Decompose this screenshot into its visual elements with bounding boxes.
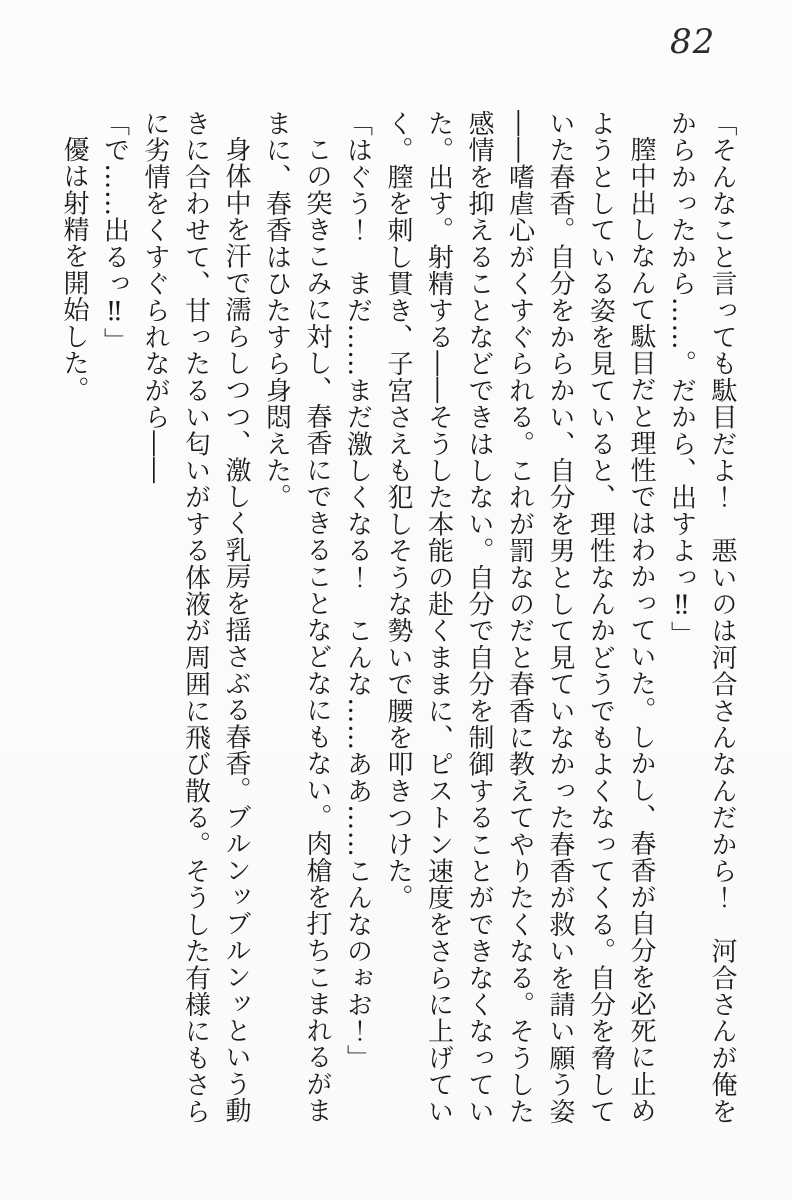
text-column: からかったから……。だから、出すよっ‼」 [666, 110, 697, 648]
text-column: く。膣を刺し貫き、子宮さえも犯しそうな勢いで腰を叩きつけた。 [383, 110, 413, 911]
text-column: いた春香。自分をからかい、自分を男として見ていなかった春香が救いを請い願う姿 [545, 110, 575, 1125]
text-column: 膣中出しなんて駄目だと理性ではわかっていた。しかし、春香が自分を必死に止め [626, 136, 656, 1124]
text-column: きに合わせて、甘ったるい匂いがする体液が周囲に飛び散る。そうした有様にもさら [180, 110, 211, 1125]
page-number: 82 [670, 22, 716, 62]
text-column: た。出す。射精する――そうした本能の赴くままに、ピストン速度をさらに上げてい [423, 110, 454, 1125]
text-column: に劣情をくすぐられながら―― [140, 110, 170, 484]
vertical-text-block [54, 110, 743, 1126]
text-column: この突きこみに対し、春香にできることなどなにもない。肉槍を打ちこまれるがま [302, 136, 332, 1124]
text-column: 身体中を汗で濡らしつつ、激しく乳房を揺さぶる春香。ブルンッブルンッという動 [221, 136, 251, 1124]
text-column: まに、春香はひたすら身悶えた。 [261, 110, 292, 511]
text-column: 感情を抑えることなどできはしない。自分で自分を制御することができなくなってい [464, 110, 494, 1125]
text-column: 「で……出るっ‼」 [99, 110, 130, 355]
text-column: ――嗜虐心がくすぐられる。これが罰なのだと春香に教えてやりたくなる。そうした [504, 110, 535, 1125]
text-column: 「そんなこと言っても駄目だよ！ 悪いのは河合さんなんだから！ 河合さんが俺を [707, 110, 737, 1125]
text-column: 「はぐう！ まだ……まだ激しくなる！ こんな……ああ……こんなのぉお！」 [342, 110, 373, 1072]
text-column: 優は射精を開始した。 [59, 136, 89, 403]
text-column: ようとしている姿を見ていると、理性なんかどうでもよくなってくる。自分を脅して [585, 110, 616, 1125]
